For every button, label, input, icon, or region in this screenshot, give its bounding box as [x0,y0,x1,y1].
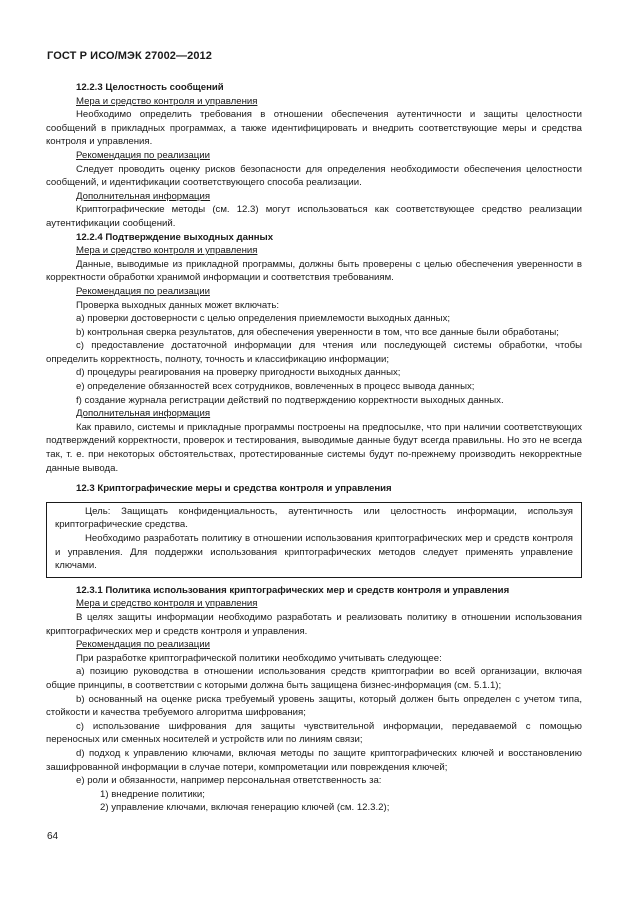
paragraph: a) позицию руководства в отношении использования средств криптографии во всей организации, включая общие принципы, в соответствии с которыми должна быть защищена бизнес-информация (см. 5.1.1); [46,666,582,691]
paragraph: d) подход к управлению ключами, включая методы по защите криптографических ключей и восстановлению зашифрованной информации в случае потери, компрометации или повреждения ключей; [46,747,582,773]
paragraph: c) использование шифрования для защиты чувствительной информации, передаваемой с помощью переносных или сменных носителей и устройств или по линиям связи; [46,720,582,746]
paragraph: a) проверки достоверности с целью определения приемлемости выходных данных; [76,313,451,325]
paragraph: d) процедуры реагирования на проверку пригодности выходных данных; [76,367,401,379]
section-heading: 12.3.1 Политика использования криптографических мер и средств контроля и управления [76,584,510,596]
paragraph: f) создание журнала регистрации действий по подтверждению корректности выходных данных. [76,394,504,406]
section-heading: 12.2.4 Подтверждение выходных данных [76,231,274,243]
subsection-label: Рекомендация по реализации [76,149,210,161]
subsection-label: Рекомендация по реализации [76,639,210,651]
section-heading: 12.3 Криптографические меры и средства контроля и управления [76,483,392,495]
subsection-label: Дополнительная информация [76,408,211,420]
paragraph: b) основанный на оценке риска требуемый уровень защиты, который должен быть определен с учетом типа, стойкости и качества требуемого алгоритма шифрования; [46,693,582,719]
paragraph: Данные, выводимые из прикладной программы, должны быть проверены с целью обеспечения уверенности в корректности обработки хранимой информации и соответствия требованиям. [46,258,582,284]
subsection-label: Дополнительная информация [76,190,211,202]
paragraph: Следует проводить оценку рисков безопасности для определения необходимости обеспечения целостности сообщений, и идентификации соответствующего способа реализации. [46,163,582,189]
section-heading: 12.2.3 Целостность сообщений [76,82,224,93]
subsection-label: Мера и средство контроля и управления [76,598,258,610]
paragraph: Криптографические методы (см. 12.3) могут использоваться как соответствующее средство реализации аутентификации сообщений. [46,204,582,229]
subsection-label: Мера и средство контроля и управления [76,245,258,257]
page-number: 64 [47,831,59,842]
list-item: 1) внедрение политики; [100,788,205,800]
paragraph: Как правило, системы и прикладные программы построены на предпосылке, что при наличии соответствующих подтверждений корректности, проверок и тестирования, выводимые данные будут всегда правильны. Но это не всегда так, т. е. при некоторых обстоятельствах, протестированные системы будут по-прежнему производить некорректные данные вывода. [46,421,582,474]
document-header: ГОСТ Р ИСО/МЭК 27002—2012 [47,50,212,62]
subsection-label: Мера и средство контроля и управления [76,95,258,107]
paragraph: В целях защиты информации необходимо разработать и реализовать политику в отношении использования криптографических мер и средств контроля и управления. [46,611,582,637]
subsection-label: Рекомендация по реализации [76,285,210,297]
spacer [46,475,582,482]
paragraph: e) роли и обязанности, например персональная ответственность за: [76,775,382,787]
paragraph: Проверка выходных данных может включать: [76,299,280,311]
paragraph: e) определение обязанностей всех сотрудников, вовлеченных в процесс вывода данных; [76,381,475,393]
objective-paragraph: Цель: Защищать конфиденциальность, аутентичность или целостность информации, используя криптографические средства. [55,505,573,531]
paragraph: c) предоставление достаточной информации для чтения или последующей системы обработки, чтобы определить корректность, полноту, точность и классификацию информации; [46,340,582,365]
objective-paragraph: Необходимо разработать политику в отношении использования криптографических мер и средств контроля и управления. Для поддержки использования криптографических методов следует применять управление ключами. [55,533,573,572]
paragraph: При разработке криптографической политики необходимо учитывать следующее: [76,652,442,664]
objective-box [46,502,582,578]
paragraph: Необходимо определить требования в отношении обеспечения аутентичности и защиты целостности сообщений в прикладных программах, а также идентифицировать и внедрить соответствующие меры и средства контроля и управления. [46,109,582,148]
paragraph: b) контрольная сверка результатов, для обеспечения уверенности в том, что все данные были обработаны; [76,326,559,338]
page-content [46,81,582,815]
list-item: 2) управление ключами, включая генерацию ключей (см. 12.3.2); [100,802,390,814]
